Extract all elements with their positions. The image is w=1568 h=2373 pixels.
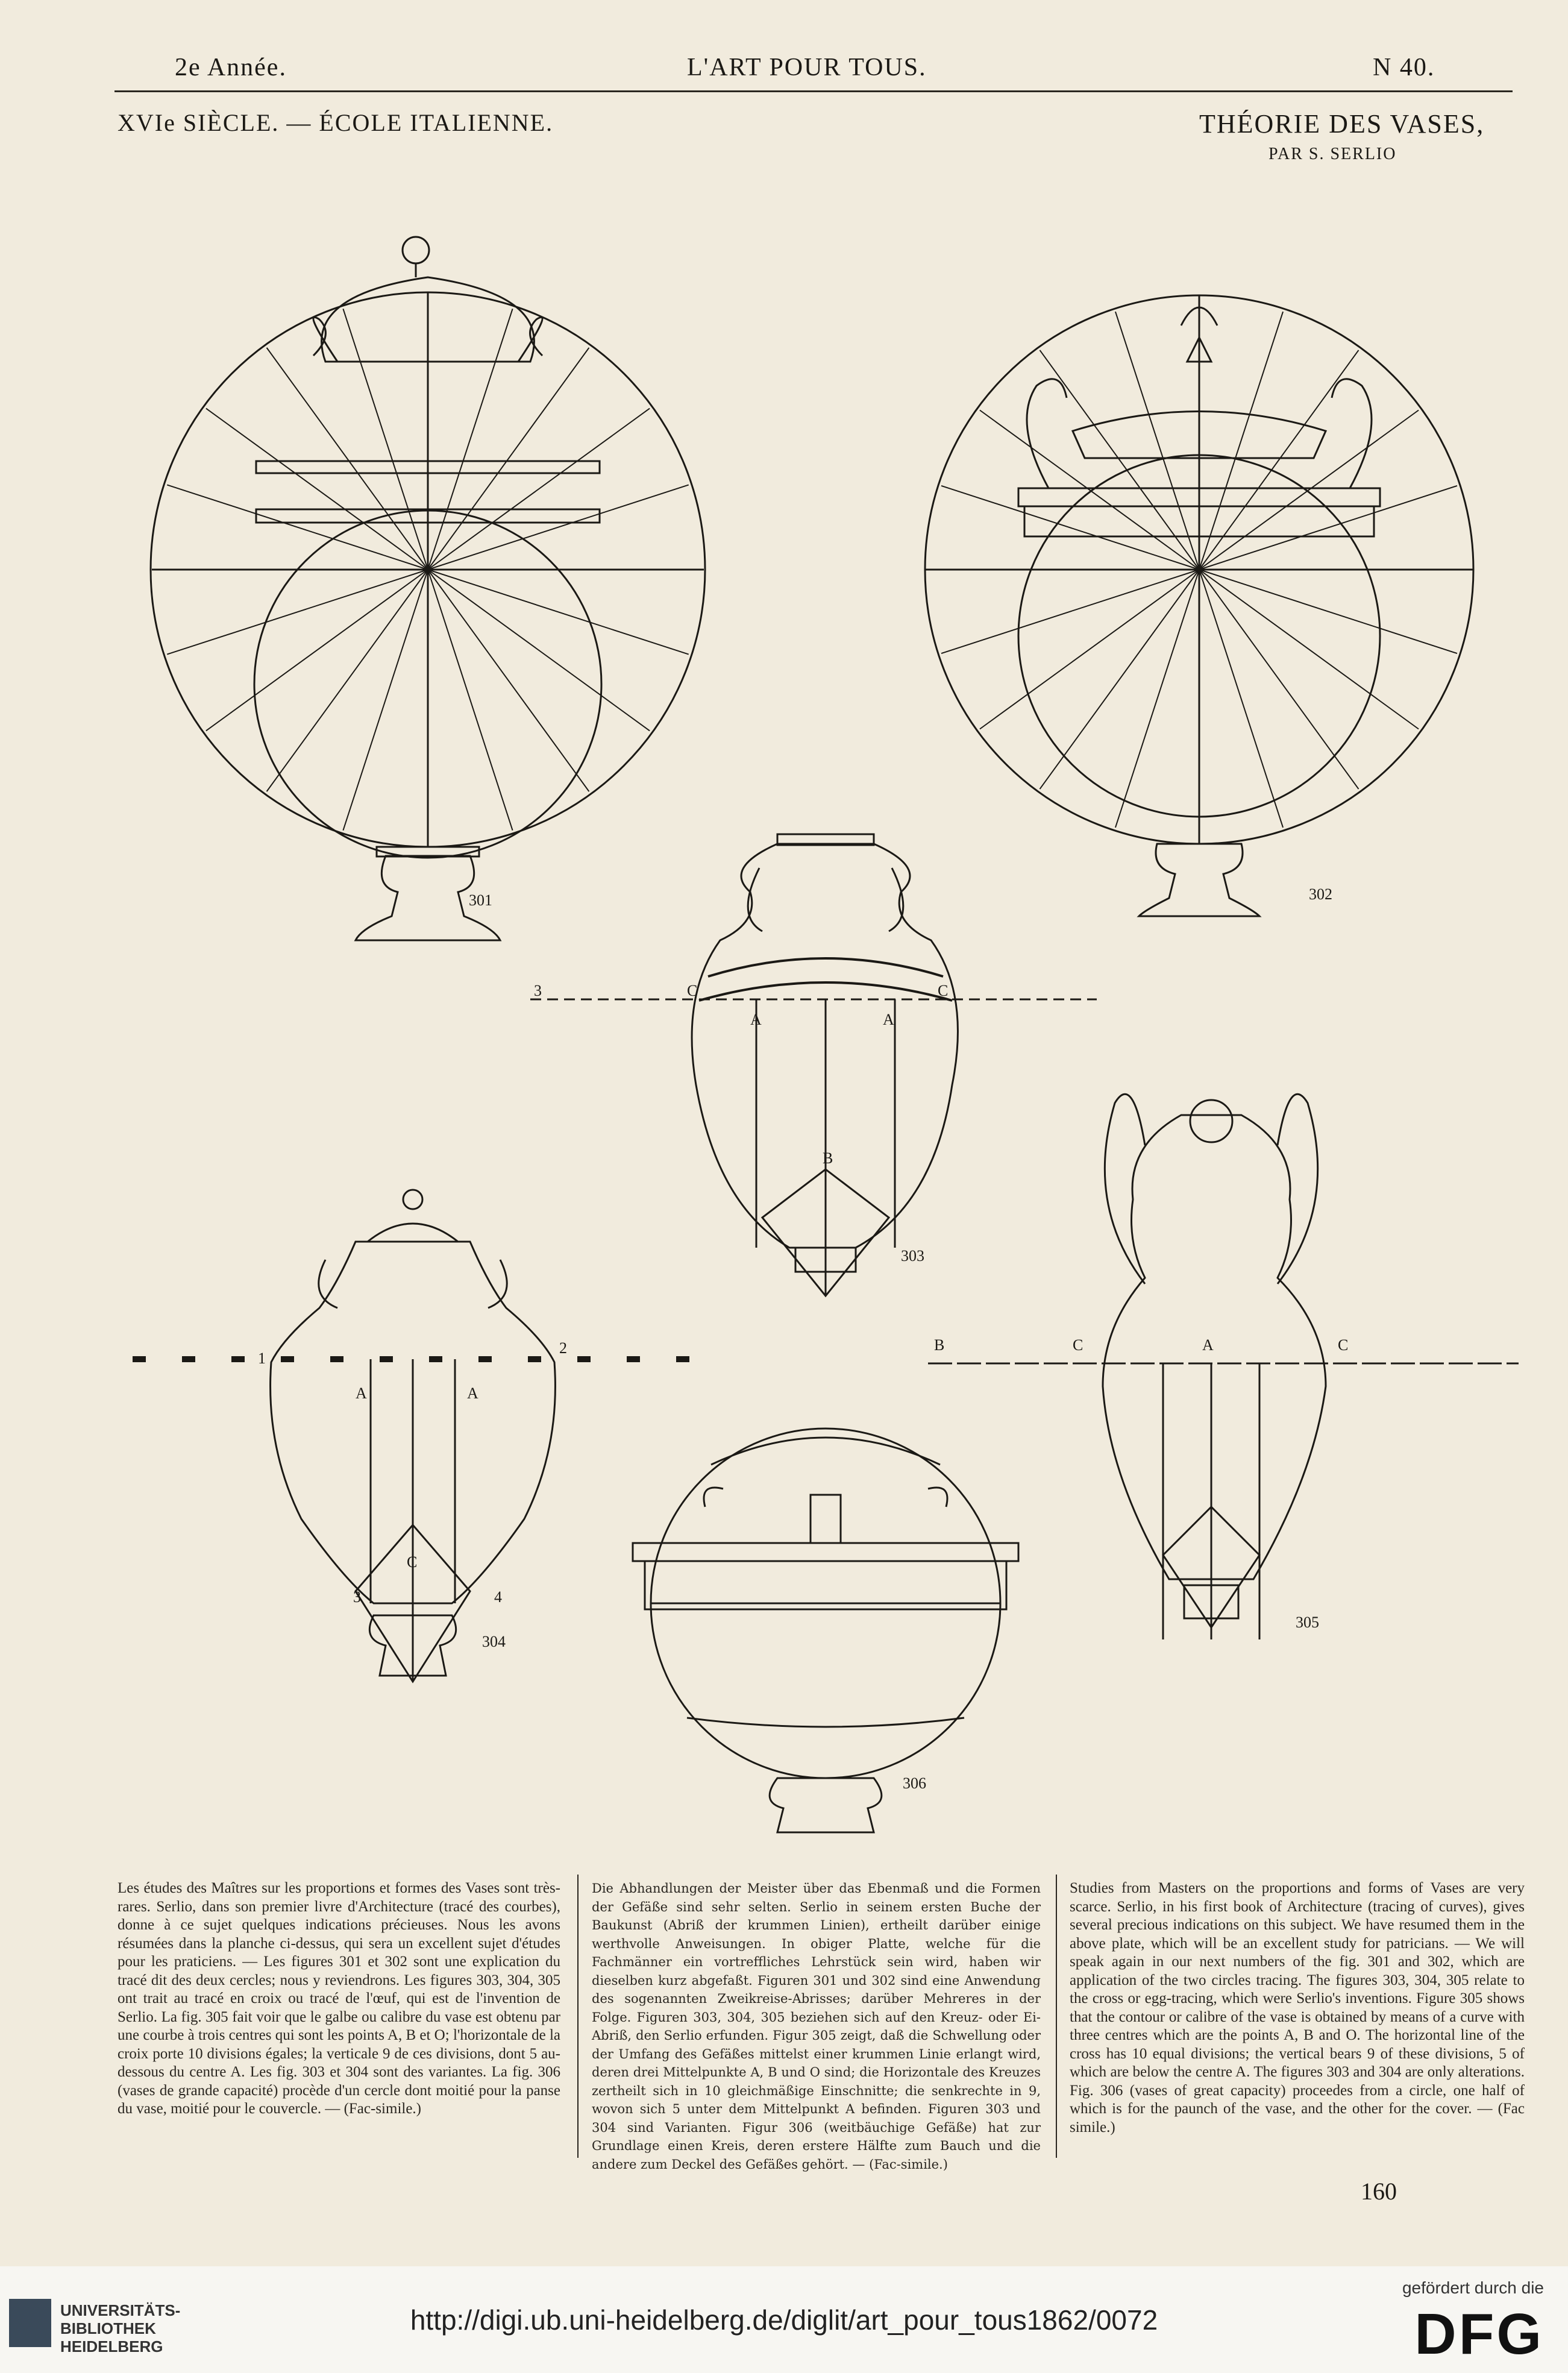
german-paragraph: Die Abhandlungen der Meister über das Ebenmaß und die Formen der Gefäße sind sehr selten. Serlio in seinem ersten Buche der Baukunst (Abriß der krummen Linien), ertheilt darüber einige werthvolle Anweisungen. In obiger Platte, welche für die Fachmänner ein vortreffliches Lehrstück sein wird, haben wir dieselben kurz abgefaßt. Figuren 301 und 302 sind eine Anwendung des sogenannten Zweikreise-Abrisses; darüber Mehreres in der Folge. Figuren 303, 304, 305 beziehen sich auf den Kreuz- oder Ei-Abriß, den Serlio erfunden. Figur 305 zeigt, daß die Schwellung oder der Umfang des Gefäßes mittelst einer krummen Linie erlangt wird, deren drei Mittelpunkte A, B und O sind; die Horizontale des Kreuzes zertheilt sich in 10 gleichmäßige Einschnitte; die senkrechte in 9, wovon sich 5 unter dem Mittelpunkt A befinden. Figuren 303 und 304 sind Varianten. Figur 306 (weitbäuchige Gefäße) hat zur Grundlage einen Kreis, deren erstere Hälfte zum Bauch und die andere zum Deckel des Gefäßes gehört. — (Fac-simile.)	[592, 1881, 1041, 2172]
figure-302-number: 302	[1309, 885, 1332, 903]
plate-byline: PAR S. SERLIO	[1269, 145, 1397, 163]
svg-text:C: C	[407, 1553, 418, 1571]
header-year: 2e Année.	[175, 54, 287, 81]
svg-text:B: B	[934, 1336, 945, 1354]
svg-text:A: A	[356, 1385, 367, 1402]
column-rule-1	[577, 1875, 579, 2158]
figure-301-number: 301	[469, 891, 492, 909]
construction-line	[1115, 312, 1199, 570]
construction-line	[980, 570, 1199, 729]
svg-text:A: A	[467, 1385, 478, 1402]
figure-305	[928, 1094, 1519, 1639]
construction-line	[941, 486, 1199, 570]
library-name-line1: UNIVERSITÄTS-	[60, 2301, 181, 2319]
construction-line	[206, 409, 428, 570]
construction-line	[980, 410, 1199, 570]
svg-text:2: 2	[559, 1339, 567, 1357]
construction-line	[1199, 570, 1283, 828]
digitization-footer	[0, 2266, 1568, 2373]
header-journal-title: L'ART POUR TOUS.	[687, 54, 927, 81]
figure-306	[633, 1429, 1018, 1832]
figure-306-number: 306	[903, 1774, 926, 1792]
construction-line	[428, 570, 689, 655]
svg-text:1: 1	[258, 1350, 266, 1367]
plate-title: THÉORIE DES VASES,	[1199, 109, 1485, 139]
svg-text:A: A	[750, 1011, 762, 1028]
column-rule-2	[1056, 1875, 1057, 2158]
header-issue-number: N 40.	[1373, 54, 1435, 81]
construction-line	[428, 309, 513, 570]
construction-line	[267, 348, 428, 570]
construction-line	[167, 570, 428, 655]
svg-text:C: C	[1338, 1336, 1349, 1354]
page-number: 160	[1361, 2178, 1397, 2205]
figure-301	[151, 237, 705, 940]
construction-line	[1199, 486, 1457, 570]
construction-line	[941, 570, 1199, 653]
svg-text:C: C	[938, 982, 949, 999]
construction-line	[1199, 570, 1359, 789]
svg-text:C: C	[687, 982, 698, 999]
german-text-column	[592, 1879, 1041, 2173]
construction-line	[428, 570, 513, 831]
construction-line	[428, 570, 650, 731]
construction-line	[1199, 570, 1419, 729]
svg-text:A: A	[883, 1011, 894, 1028]
construction-line	[343, 570, 428, 831]
figure-304	[133, 1190, 705, 1682]
figure-303-number: 303	[901, 1247, 924, 1265]
figure-303	[530, 834, 1097, 1296]
construction-line	[428, 485, 689, 570]
english-paragraph: Studies from Masters on the proportions and forms of Vases are very scarce. Serlio, in his first book of Architecture (tracing of curves), gives several precious indications on this subject. We have resumed them in the above plate, which will be an excellent study for patricians. — We will speak again in our next numbers of the fig. 301 and 302, which are application of the two circles tracing. The figures 303, 304, 305 relate to the cross or egg-tracing, which were Serlio's inventions. Figure 305 shows that the contour or calibre of the vase is obtained by means of a curve with three centres which are the points A, B and O. The horizontal line of the cross has 10 equal divisions; the vertical bears 9 of these divisions, 5 of which are below the centre A. The figures 303 and 304 are only alterations. Fig. 306 (vases of great capacity) proceedes from a circle, one half of which is for the paunch of the vase, and the other for the cover. — (Fac simile.)	[1070, 1880, 1525, 2136]
figure-302	[925, 295, 1473, 916]
english-text-column	[1070, 1879, 1525, 2137]
svg-text:3: 3	[534, 982, 542, 999]
dfg-logo: DFG	[1414, 2302, 1544, 2366]
svg-text:4: 4	[494, 1588, 502, 1606]
section-title: XVIe SIÈCLE. — ÉCOLE ITALIENNE.	[118, 109, 554, 136]
svg-text:3: 3	[353, 1588, 361, 1606]
construction-line	[1199, 410, 1419, 570]
construction-line	[1040, 570, 1199, 789]
construction-line	[343, 309, 428, 570]
construction-line	[428, 348, 589, 570]
svg-text:B: B	[823, 1149, 833, 1167]
french-paragraph: Les études des Maîtres sur les proportions et formes des Vases sont très-rares. Serlio, dans son premier livre d'Architecture (tracé des courbes), donne à ce sujet quelques indications précieuses. Nous les avons résumées dans la planche ci-dessus, qui sera un excellent sujet d'études pour les praticiens. — Les figures 301 et 302 sont une explication du tracé dit des deux cercles; nous y reviendrons. Les figures 303, 304, 305 ont trait au tracé en croix ou tracé de l'œuf, qui est de l'invention de Serlio. La fig. 305 fait voir que le galbe ou calibre du vase est obtenu par une courbe à trois centres qui sont les points A, B et O; l'horizontale de la croix porte 10 divisions égales; la verticale 9 de ces divisions, dont 5 au-dessous du centre A. Les fig. 303 et 304 sont des variantes. La fig. 306 (vases de grande capacité) procède d'un cercle dont moitié pour la panse du vase, moitié pour le couvercle. — (Fac-simile.)	[118, 1880, 560, 2117]
construction-line	[167, 485, 428, 570]
construction-line	[206, 570, 428, 731]
construction-line	[1115, 570, 1199, 828]
french-text-column	[118, 1879, 560, 2119]
library-name-line3: HEIDELBERG	[60, 2337, 163, 2356]
library-name-line2: BIBLIOTHEK	[60, 2319, 156, 2337]
figure-304-number: 304	[482, 1633, 506, 1650]
construction-line	[428, 570, 589, 791]
construction-line	[1199, 570, 1457, 653]
svg-text:A: A	[1202, 1336, 1214, 1354]
figure-305-number: 305	[1296, 1614, 1319, 1631]
construction-line	[428, 409, 650, 570]
construction-line	[1199, 312, 1283, 570]
svg-text:C: C	[1073, 1336, 1083, 1354]
funded-by-label: gefördert durch die	[1402, 2278, 1544, 2297]
source-url-link[interactable]: http://digi.ub.uni-heidelberg.de/diglit/art_pour_tous1862/0072	[410, 2304, 1158, 2336]
construction-line	[267, 570, 428, 791]
